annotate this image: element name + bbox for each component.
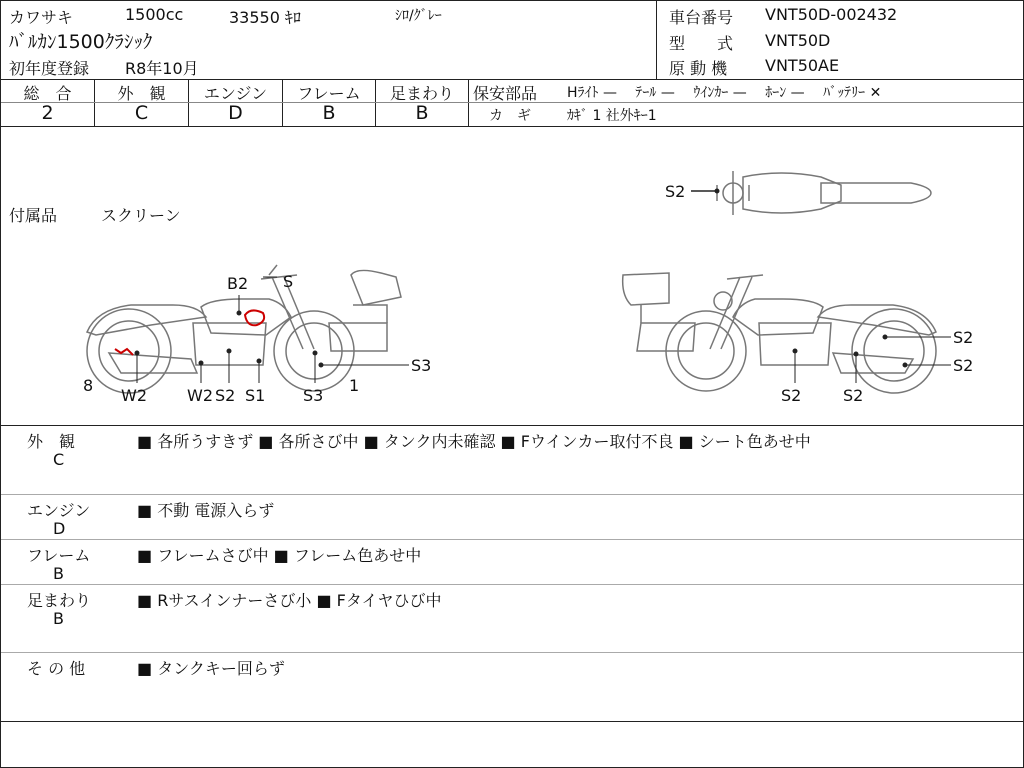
grade-exterior-label: 外 観 <box>117 84 166 103</box>
key-value: ｶｷﾞ 1 社外ｷｰ1 <box>567 108 657 124</box>
mark-s2-rear: S2 <box>953 356 974 375</box>
safety-parts-label: 保安部品 <box>473 84 538 103</box>
mark-1: 1 <box>349 376 360 395</box>
header-divider <box>656 1 657 79</box>
displacement: 1500cc <box>125 5 184 24</box>
notes-rule <box>1 494 1023 495</box>
accessories-label: 付属品 <box>9 206 58 225</box>
note-engine-text: ■ 不動 電源入らず <box>137 501 275 520</box>
grade-suspension-label: 足まわり <box>389 84 454 103</box>
notes-rule <box>1 539 1023 540</box>
color: ｼﾛ/ｸﾞﾚｰ <box>395 8 442 24</box>
note-suspension-category: 足まわり <box>27 591 92 610</box>
safety-parts-items: Hﾗｲﾄ — ﾃｰﾙ — ｳｲﾝｶｰ — ﾎｰﾝ — ﾊﾞｯﾃﾘｰ ✕ <box>567 85 882 101</box>
mark-s2-upper: S2 <box>953 328 974 347</box>
grade-suspension-value: B <box>415 102 429 124</box>
mark-b2: B2 <box>227 274 249 293</box>
key-label: カ ギ <box>489 108 531 124</box>
note-exterior-category: 外 観 <box>27 432 76 451</box>
maker: カワサキ <box>9 8 74 27</box>
first-registration-label: 初年度登録 <box>9 59 90 78</box>
mark-w2-rear: W2 <box>121 386 147 405</box>
note-frame-grade: B <box>53 564 64 583</box>
safety-mid-rule <box>468 102 1023 103</box>
engine-model-value: VNT50AE <box>765 56 840 75</box>
grade-frame-value: B <box>322 102 336 124</box>
grade-engine-value: D <box>228 102 243 124</box>
notes-rule <box>1 652 1023 653</box>
engine-model-label: 原 動 機 <box>669 59 728 78</box>
note-frame-category: フレーム <box>27 546 91 565</box>
mileage: 33550 ｷﾛ <box>229 8 301 27</box>
model-name: ﾊﾞﾙｶﾝ1500ｸﾗｼｯｸ <box>9 31 153 53</box>
mark-s3-right: S3 <box>411 356 432 375</box>
first-registration-value: R8年10月 <box>125 59 199 78</box>
frame-number-value: VNT50D-002432 <box>765 5 898 24</box>
frame-number-label: 車台番号 <box>669 8 734 27</box>
top-view-bike <box>691 171 931 215</box>
grade-total-value: 2 <box>41 102 54 124</box>
type-label: 型 式 <box>669 34 734 53</box>
note-exterior-grade: C <box>53 450 65 469</box>
note-suspension-grade: B <box>53 609 64 628</box>
type-value: VNT50D <box>765 31 831 50</box>
accessories-value: スクリーン <box>101 206 181 225</box>
mark-s3-front: S3 <box>303 386 324 405</box>
notes-bottom-rule <box>1 721 1023 722</box>
mark-w2-lower: W2 <box>187 386 213 405</box>
grade-frame-label: フレーム <box>297 84 361 103</box>
mark-8: 8 <box>83 376 94 395</box>
note-frame-text: ■ フレームさび中 ■ フレーム色あせ中 <box>137 546 422 565</box>
header-rule <box>1 79 1023 80</box>
mark-s: S <box>283 272 294 291</box>
note-suspension-text: ■ Rサスインナーさび小 ■ Fタイヤひび中 <box>137 591 442 610</box>
note-exterior-text: ■ 各所うすきず ■ 各所さび中 ■ タンク内未確認 ■ Fウインカー取付不良 ■ シート色あせ中 <box>137 432 811 451</box>
motorcycle-diagram <box>1 127 1023 425</box>
mark-s2-top: S2 <box>665 182 686 201</box>
note-other-category: そ の 他 <box>27 659 86 678</box>
grade-engine-label: エンジン <box>203 84 268 103</box>
right-side-bike <box>623 273 936 393</box>
note-engine-category: エンジン <box>27 501 91 520</box>
mark-s1: S1 <box>245 386 266 405</box>
notes-rule <box>1 584 1023 585</box>
notes-top-rule <box>1 425 1023 426</box>
note-other-text: ■ タンクキー回らず <box>137 659 285 678</box>
mark-s2-engine: S2 <box>781 386 802 405</box>
grade-total-label: 総 合 <box>23 84 72 103</box>
mark-s2-exhaust: S2 <box>843 386 864 405</box>
note-engine-grade: D <box>53 519 66 538</box>
mark-s2-lower: S2 <box>215 386 236 405</box>
grade-exterior-value: C <box>134 102 149 124</box>
